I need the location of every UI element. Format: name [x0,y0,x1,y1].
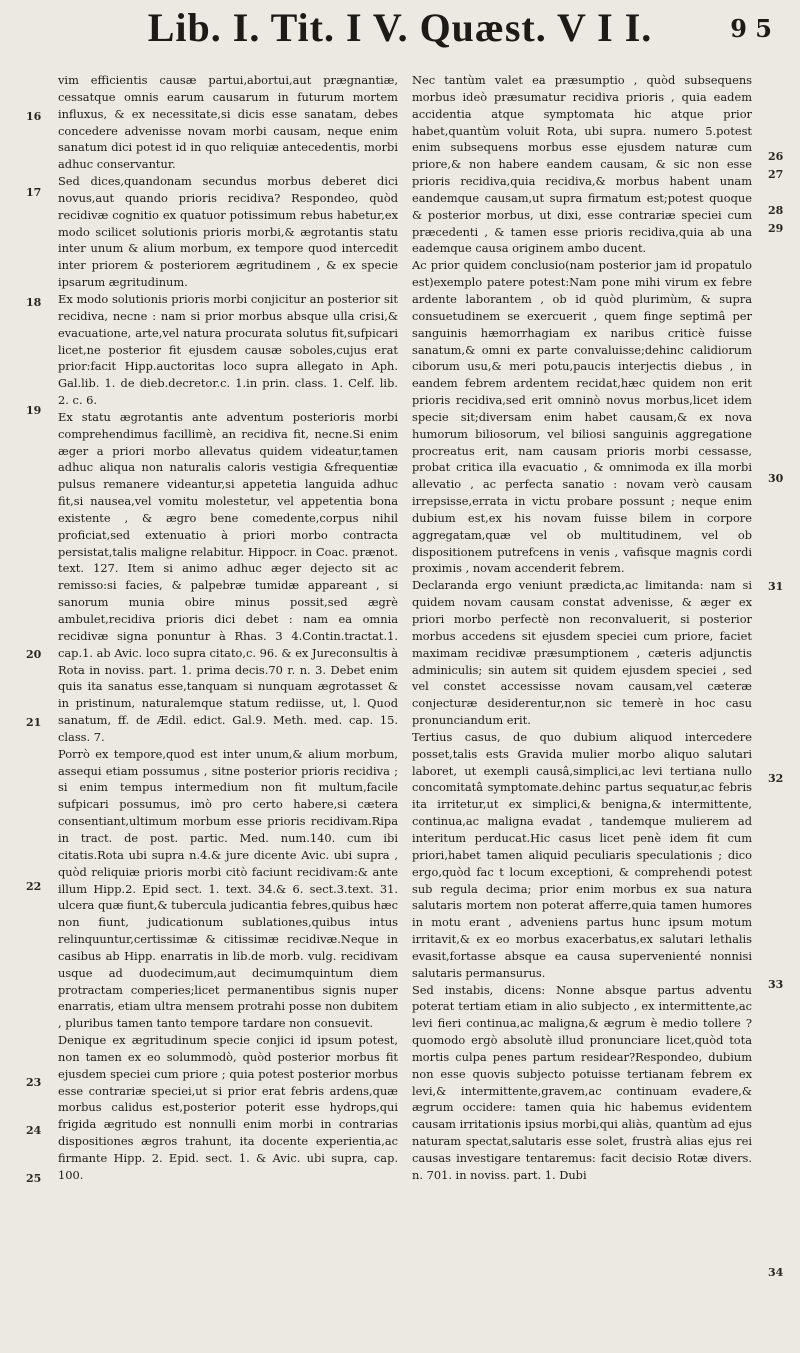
left-column [58,72,398,1184]
paragraph: vim efficientis causæ partui,abortui,aut prægnantiæ, cessatque omnis earum causarum in futurum mortem influxus, & ex necessitate,si dicis esse sanatam, debes concedere advenisse novam morbi causam, neque enim sanatum dici potest id in quo reliquiæ antecedentis, morbi adhuc conservantur. [58,73,398,172]
line-number: 27 [768,168,784,181]
line-number: 21 [26,716,42,729]
line-number: 17 [26,186,42,199]
line-number: 29 [768,222,784,235]
line-number: 16 [26,110,42,123]
page-number: 9 5 [730,14,772,43]
line-number: 25 [26,1172,42,1185]
running-head: Lib. I. Tit. I V. Quæst. V I I. [147,5,653,50]
paragraph: Declaranda ergo veniunt prædicta,ac limitanda: nam si quidem novam causam constat advenisse, & æger ex priori morbo perfectè non reconvaluerit, si posterior morbus accedens sit ejusdem speciei cum priore, faciet maximam recidivæ præsumptionem , cæteris adjunctis adminiculis; sin autem sit quidem ejusdem speciei , sed vel constet accessisse novam causam,vel cæteræ conjecturæ desiderentur,non sic temerè in hoc casu pronunciandum erit. [412,578,752,728]
line-number: 19 [26,404,42,417]
line-number: 28 [768,204,784,217]
line-number: 31 [768,580,784,593]
line-number: 32 [768,772,784,785]
paragraph: Ex modo solutionis prioris morbi conjicitur an posterior sit recidiva, necne : nam si prior morbus absque ulla crisi,& evacuatione, arte,vel natura procurata solutus fit,sufpicari licet,ne posterior fit ejusdem causæ soboles,cujus erat prior:facit Hipp.auctoritas loco supra allegato in Aph. Gal.lib. 1. de dieb.decretor.c. 1.in prin. class. 1. Celf. lib. 2. c. 6. [58,291,398,408]
right-column [412,72,752,1184]
paragraph: Ex statu ægrotantis ante adventum posterioris morbi comprehendimus facillimè, an recidiva fit, necne.Si enim æger a priori morbo allevatus quidem videatur,tamen adhuc aliqua non naturalis caloris vestigia &frequentiæ pulsus remanere videantur,si appetetia languida adhuc fit,si nausea,vel vomitu molestetur, vel appetentia bona existente , & ægro bene comedente,corpus nihil proficiat,sed extenuatio à priori morbo contracta persistat,talis maligne relabitur. Hippocr. in Coac. prænot. text. 127. Item si animo adhuc æger dejecto sit ac remisso:si facies, & palpebræ tumidæ appareant , si sanorum munia obire minus possit,sed ægrè ambulet,recidiva prioris dici debet : nam ea omnia recidivæ signa ponuntur à Rhas. 3 4.Contin.tractat.1. cap.1. ab Avic. loco supra citato,c. 96. & ex Jureconsultis à Rota in noviss. part. 1. prima decis.70 r. n. 3. Debet enim quis ita sanatus esse,tanquam si nunquam ægrotasset & in pristinum, naturalemque statum rediisse, ut, l. Quod sanatum, ff. de Ædil. edict. Gal.9. Meth. med. cap. 15. class. 7. [58,409,398,744]
line-number: 24 [26,1124,42,1137]
paragraph: Denique ex ægritudinum specie conjici id ipsum potest, non tamen ex eo solummodò, quòd posterior morbus fit ejusdem speciei cum priore ; quia potest posterior morbus esse contrariæ speciei,ut si prior erat febris ardens,quæ morbus calidus est,posterior poterit esse hydrops,qui frigida ægritudo est nonnulli enim morbi in contrarias dispositiones ægros trahunt, ita docente experientia,ac firmante Hipp. 2. Epid. sect. 1. & Avic. ubi supra, cap. 100. [58,1033,398,1182]
paragraph: Sed dices,quandonam secundus morbus deberet dici novus,aut quando prioris recidiva? Respondeo, quòd recidivæ cognitio ex quatuor potissimum rebus habetur,ex modo scilicet solutionis prioris morbi,& ægrotantis statu inter unum & alium morbum, ex tempore quod intercedit inter priorem & posteriorem ægritudinem , & ex specie ipsarum ægritudinum. [58,174,398,290]
line-number: 23 [26,1076,42,1089]
line-number: 26 [768,150,784,163]
line-number: 20 [26,648,42,661]
paragraph: Tertius casus, de quo dubium aliquod intercedere posset,talis ests Gravida mulier morbo aliquo salutari laboret, ut exempli causâ,simplici,ac levi tertiana nullo concomitatâ symptomate.dehinc partus sequatur,ac febris ita irritetur,ut ex simplici,& benigna,& intermittente, continua,ac maligna evadat , tandemque mulierem ad interitum perducat.Hic casus licet penè idem fit cum priori,habet tamen aliquid peculiaris speculationis ; dico ergo,quòd fac t locum exceptioni, & comprehendi potest sub regula decima; prior enim morbus ex sua natura salutaris mortem non poterat afferre,quia tamen humores in motu erant , adveniens partus hunc ipsum motum irritavit,& ex eo morbus exacerbatus,ex salutari lethalis evasit,fortasse absque ea causa supervenienté nonnisi salutaris permansurus. [412,729,752,980]
paragraph: Ac prior quidem conclusio(nam posterior jam id propatulo est)exemplo patere potest:Nam pone mihi virum ex febre ardente laborantem , ob id quòd plurimùm, & supra consuetudinem se exercuerit , quem finge septimâ per sanguinis hæmorrhagiam ex naribus criticè fuisse sanatum,& omni ex parte convaluisse;dehinc calidiorum ciborum usu,& meri potu,paucis interjectis diebus , in eandem febrem ardentem recidat,hæc quidem non erit prioris recidiva,sed erit omninò novus morbus,licet idem specie sit;diversam enim habet causam,& ex nova humorum biliosorum, vel biliosi sanguinis aggregatione procreatus erit, nam causam prioris morbi cessasse, probat critica illa evacuatio , & omnimoda ex illa morbi allevatio , ac perfecta sanatio : novam verò causam irrepsisse,errata in victu probare possunt ; neque enim dubium est,ex his novam fuisse bilem in corpore aggregatam,quæ vel ob multitudinem, vel ob dispositionem putrefcens in venis , vafisque magnis cordi proximis , novam accenderit febrem. [412,258,752,576]
line-number: 33 [768,978,784,991]
paragraph: Nec tantùm valet ea præsumptio , quòd subsequens morbus ideò præsumatur recidiva prioris , quia eadem accidentia atque symptomata hic atque prior habet,quantùm voluit Rota, ubi supra. numero 5.potest enim subsequens morbus esse ejusdem naturæ cum priore,& non habere eandem causam, & sic non esse prioris recidiva,quia recidiva,& morbus habent unam eandemque causam,ut supra firmatum est;potest quoque & posterior morbus, ut dixi, esse contrariæ speciei cum præcedenti , & tamen esse prioris recidiva,quia ab una eademque causa originem ambo ducent. [412,73,752,256]
line-number: 22 [26,880,42,893]
line-number: 18 [26,296,42,309]
page-header [0,0,800,64]
paragraph: Sed instabis, dicens: Nonne absque partus adventu poterat tertiam etiam in alio subjecto , ex intermittente,ac levi fieri continua,ac maligna,& ægrum è medio tollere ? quomodo ergò absolutè illud pronunciare licet,quòd tota mortis culpa penes partum residear?Respondeo, dubium non esse quovis subjecto potuisse tertianam febrem ex levi,& intermittente,gravem,ac continuam evadere,& ægrum occidere: tamen quia hic habemus evidentem causam irritationis ipsius morbi,qui aliàs, quantùm ad ejus naturam spectat,salutaris esse solet, frustrà alias ejus rei causas investigare tentaremus: facit decisio Rotæ divers. n. 701. in noviss. part. 1. Dubi [412,982,752,1182]
line-number: 30 [768,472,784,485]
paragraph: Porrò ex tempore,quod est inter unum,& alium morbum, assequi etiam possumus , sitne posterior prioris recidiva ; si enim tempus intermedium non fit multum,facile sufpicari possumus, imò pro certo habere,si cætera consentiant,ultimum morbum esse prioris recidivam.Ripa in tract. de post. partic. Med. num.140. cum ibi citatis.Rota ubi supra n.4.& jure dicente Avic. ubi supra , quòd reliquiæ prioris morbi citò faciunt recidivam:& ante illum Hipp.2. Epid sect. 1. text. 34.& 6. sect.3.text. 31. ulcera quæ fiunt,& tubercula judicantia febres,quibus hæc non fiunt, judicationum sublationes,quibus intus relinquuntur,certissimæ & citissimæ recidivæ.Neque in casibus ab Hipp. enarratis in lib.de morb. vulg. recidivam usque ad duodecimum,aut decimumquintum diem protractam comperies;licet permanentibus signis nuper enarratis, etiam ultra mensem protrahi posse non dubitem , pluribus tamen tanto tempore tardare non consuevit. [58,746,398,1031]
line-number: 34 [768,1266,784,1279]
